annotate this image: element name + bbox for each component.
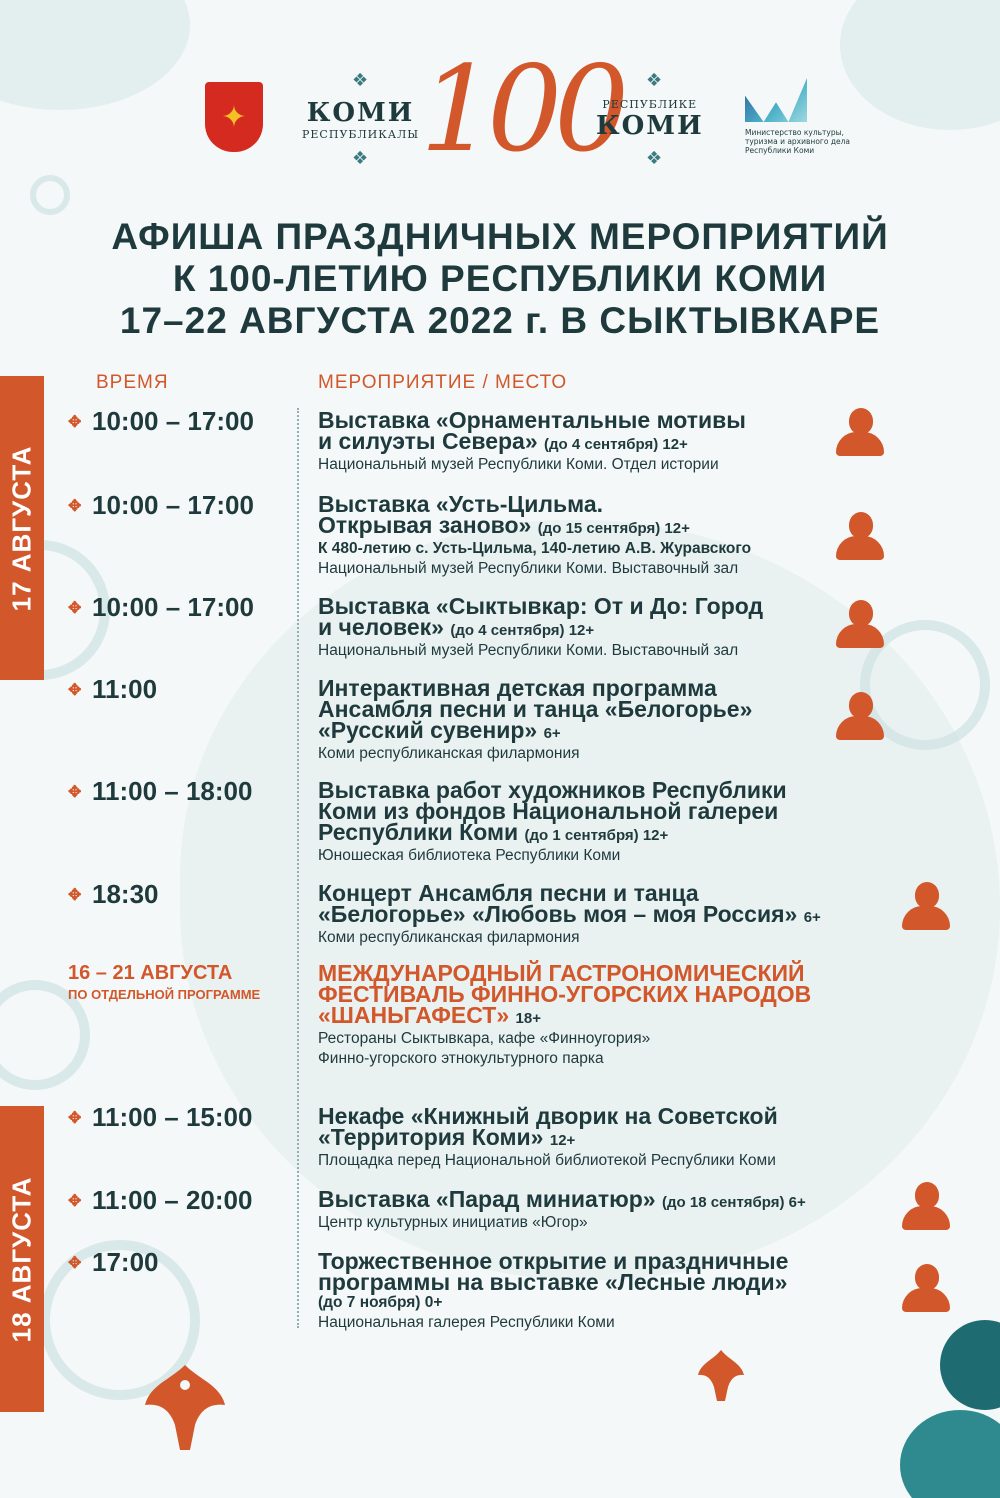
ministry-logo: Министерство культуры, туризма и архивного дела Республики Коми — [745, 78, 855, 155]
event-time: ✥ 17:00 — [68, 1247, 159, 1277]
ornament-bullet-icon: ✥ — [68, 600, 82, 617]
ornament-bullet-icon: ✥ — [68, 498, 82, 515]
event-time: ✥ 11:00 – 18:00 — [68, 776, 253, 806]
bust-icon — [902, 1262, 950, 1314]
ornament-bullet-icon: ✥ — [68, 1193, 82, 1210]
komi-republic-label-left: КОМИ РЕСПУБЛИКАЛЫ — [302, 98, 420, 141]
bird-ornament-icon — [140, 1355, 230, 1455]
day-tab-18: 18 АВГУСТА — [0, 1106, 44, 1412]
ornament-icon: ❖ — [646, 70, 663, 91]
komi-republic-label-right: РЕСПУБЛИКЕ КОМИ — [596, 98, 704, 141]
event-item: Концерт Ансамбля песни и танца «Белогорье» «Любовь моя – моя Россия» 6+ Коми республиканская филармония — [318, 880, 821, 946]
event-time: ✥ 10:00 – 17:00 — [68, 490, 254, 520]
event-item: Выставка «Сыктывкар: От и До: Город и человек» (до 4 сентября) 12+ Национальный музей Республики Коми. Выставочный зал — [318, 593, 764, 659]
ornament-bullet-icon: ✥ — [68, 784, 82, 801]
ornament-icon: ❖ — [352, 148, 369, 169]
event-time: ✥ 11:00 – 15:00 — [68, 1102, 253, 1132]
column-header-event: МЕРОПРИЯТИЕ / МЕСТО — [318, 372, 568, 393]
bust-icon — [836, 690, 884, 742]
ornament-bullet-icon: ✥ — [68, 887, 82, 904]
event-period: 16 – 21 АВГУСТА ПО ОТДЕЛЬНОЙ ПРОГРАММЕ — [68, 962, 261, 1002]
event-time: ✥ 11:00 – 20:00 — [68, 1185, 253, 1215]
ornament-bullet-icon: ✥ — [68, 682, 82, 699]
ornament-bullet-icon: ✥ — [68, 414, 82, 431]
event-item: Выставка «Парад миниатюр» (до 18 сентября) 6+ Центр культурных инициатив «Югор» — [318, 1186, 806, 1231]
event-item: Интерактивная детская программа Ансамбля песни и танца «Белогорье» «Русский сувенир» 6+ Коми республиканская филармония — [318, 675, 753, 762]
centenary-number: 100 — [420, 40, 622, 178]
event-time: ✥ 18:30 — [68, 879, 159, 909]
bust-icon — [902, 1180, 950, 1232]
ornament-icon: ❖ — [646, 148, 663, 169]
bust-icon — [836, 598, 884, 650]
bird-ornament-icon — [696, 1345, 746, 1405]
divider — [297, 408, 299, 1328]
event-item: Торжественное открытие и праздничные программы на выставке «Лесные люди» (до 7 ноября) 0+ Национальная галерея Республики Коми — [318, 1248, 789, 1331]
event-item: МЕЖДУНАРОДНЫЙ ГАСТРОНОМИЧЕСКИЙ ФЕСТИВАЛЬ ФИННО-УГОРСКИХ НАРОДОВ «ШАНЬГАФЕСТ» 18+ Рестораны Сыктывкара, кафе «Финноугория» Финно-угорского этнокультурного парка — [318, 960, 812, 1067]
column-header-time: ВРЕМЯ — [96, 372, 169, 393]
bust-icon — [836, 406, 884, 458]
event-item: Выставка «Усть-Цильма. Открывая заново» (до 15 сентября) 12+ К 480-летию с. Усть-Цильма, 140-летию А.В. Журавского Национальный музей Республики Коми. Выставочный зал — [318, 491, 752, 577]
ornament-bullet-icon: ✥ — [68, 1110, 82, 1127]
event-item: Некафе «Книжный дворик на Советской «Территория Коми» 12+ Площадка перед Национальной библиотекой Республики Коми — [318, 1103, 778, 1169]
day-tab-17: 17 АВГУСТА — [0, 376, 44, 680]
event-time: ✥ 10:00 – 17:00 — [68, 406, 254, 436]
bust-icon — [902, 880, 950, 932]
coat-of-arms: ✦ — [205, 82, 263, 152]
event-time: ✥ 11:00 — [68, 674, 158, 704]
event-time: ✥ 10:00 – 17:00 — [68, 592, 254, 622]
ornament-icon: ❖ — [352, 70, 369, 91]
event-item: Выставка «Орнаментальные мотивы и силуэты Севера» (до 4 сентября) 12+ Национальный музей Республики Коми. Отдел истории — [318, 407, 746, 473]
bust-icon — [836, 510, 884, 562]
ornament-bullet-icon: ✥ — [68, 1255, 82, 1272]
event-item: Выставка работ художников Республики Коми из фондов Национальной галереи Республики Коми (до 1 сентября) 12+ Юношеская библиотека Республики Коми — [318, 777, 787, 864]
page-title: АФИША ПРАЗДНИЧНЫХ МЕРОПРИЯТИЙ К 100-ЛЕТИЮ РЕСПУБЛИКИ КОМИ 17–22 АВГУСТА 2022 г. В СЫКТЫВКАРЕ — [111, 216, 889, 341]
